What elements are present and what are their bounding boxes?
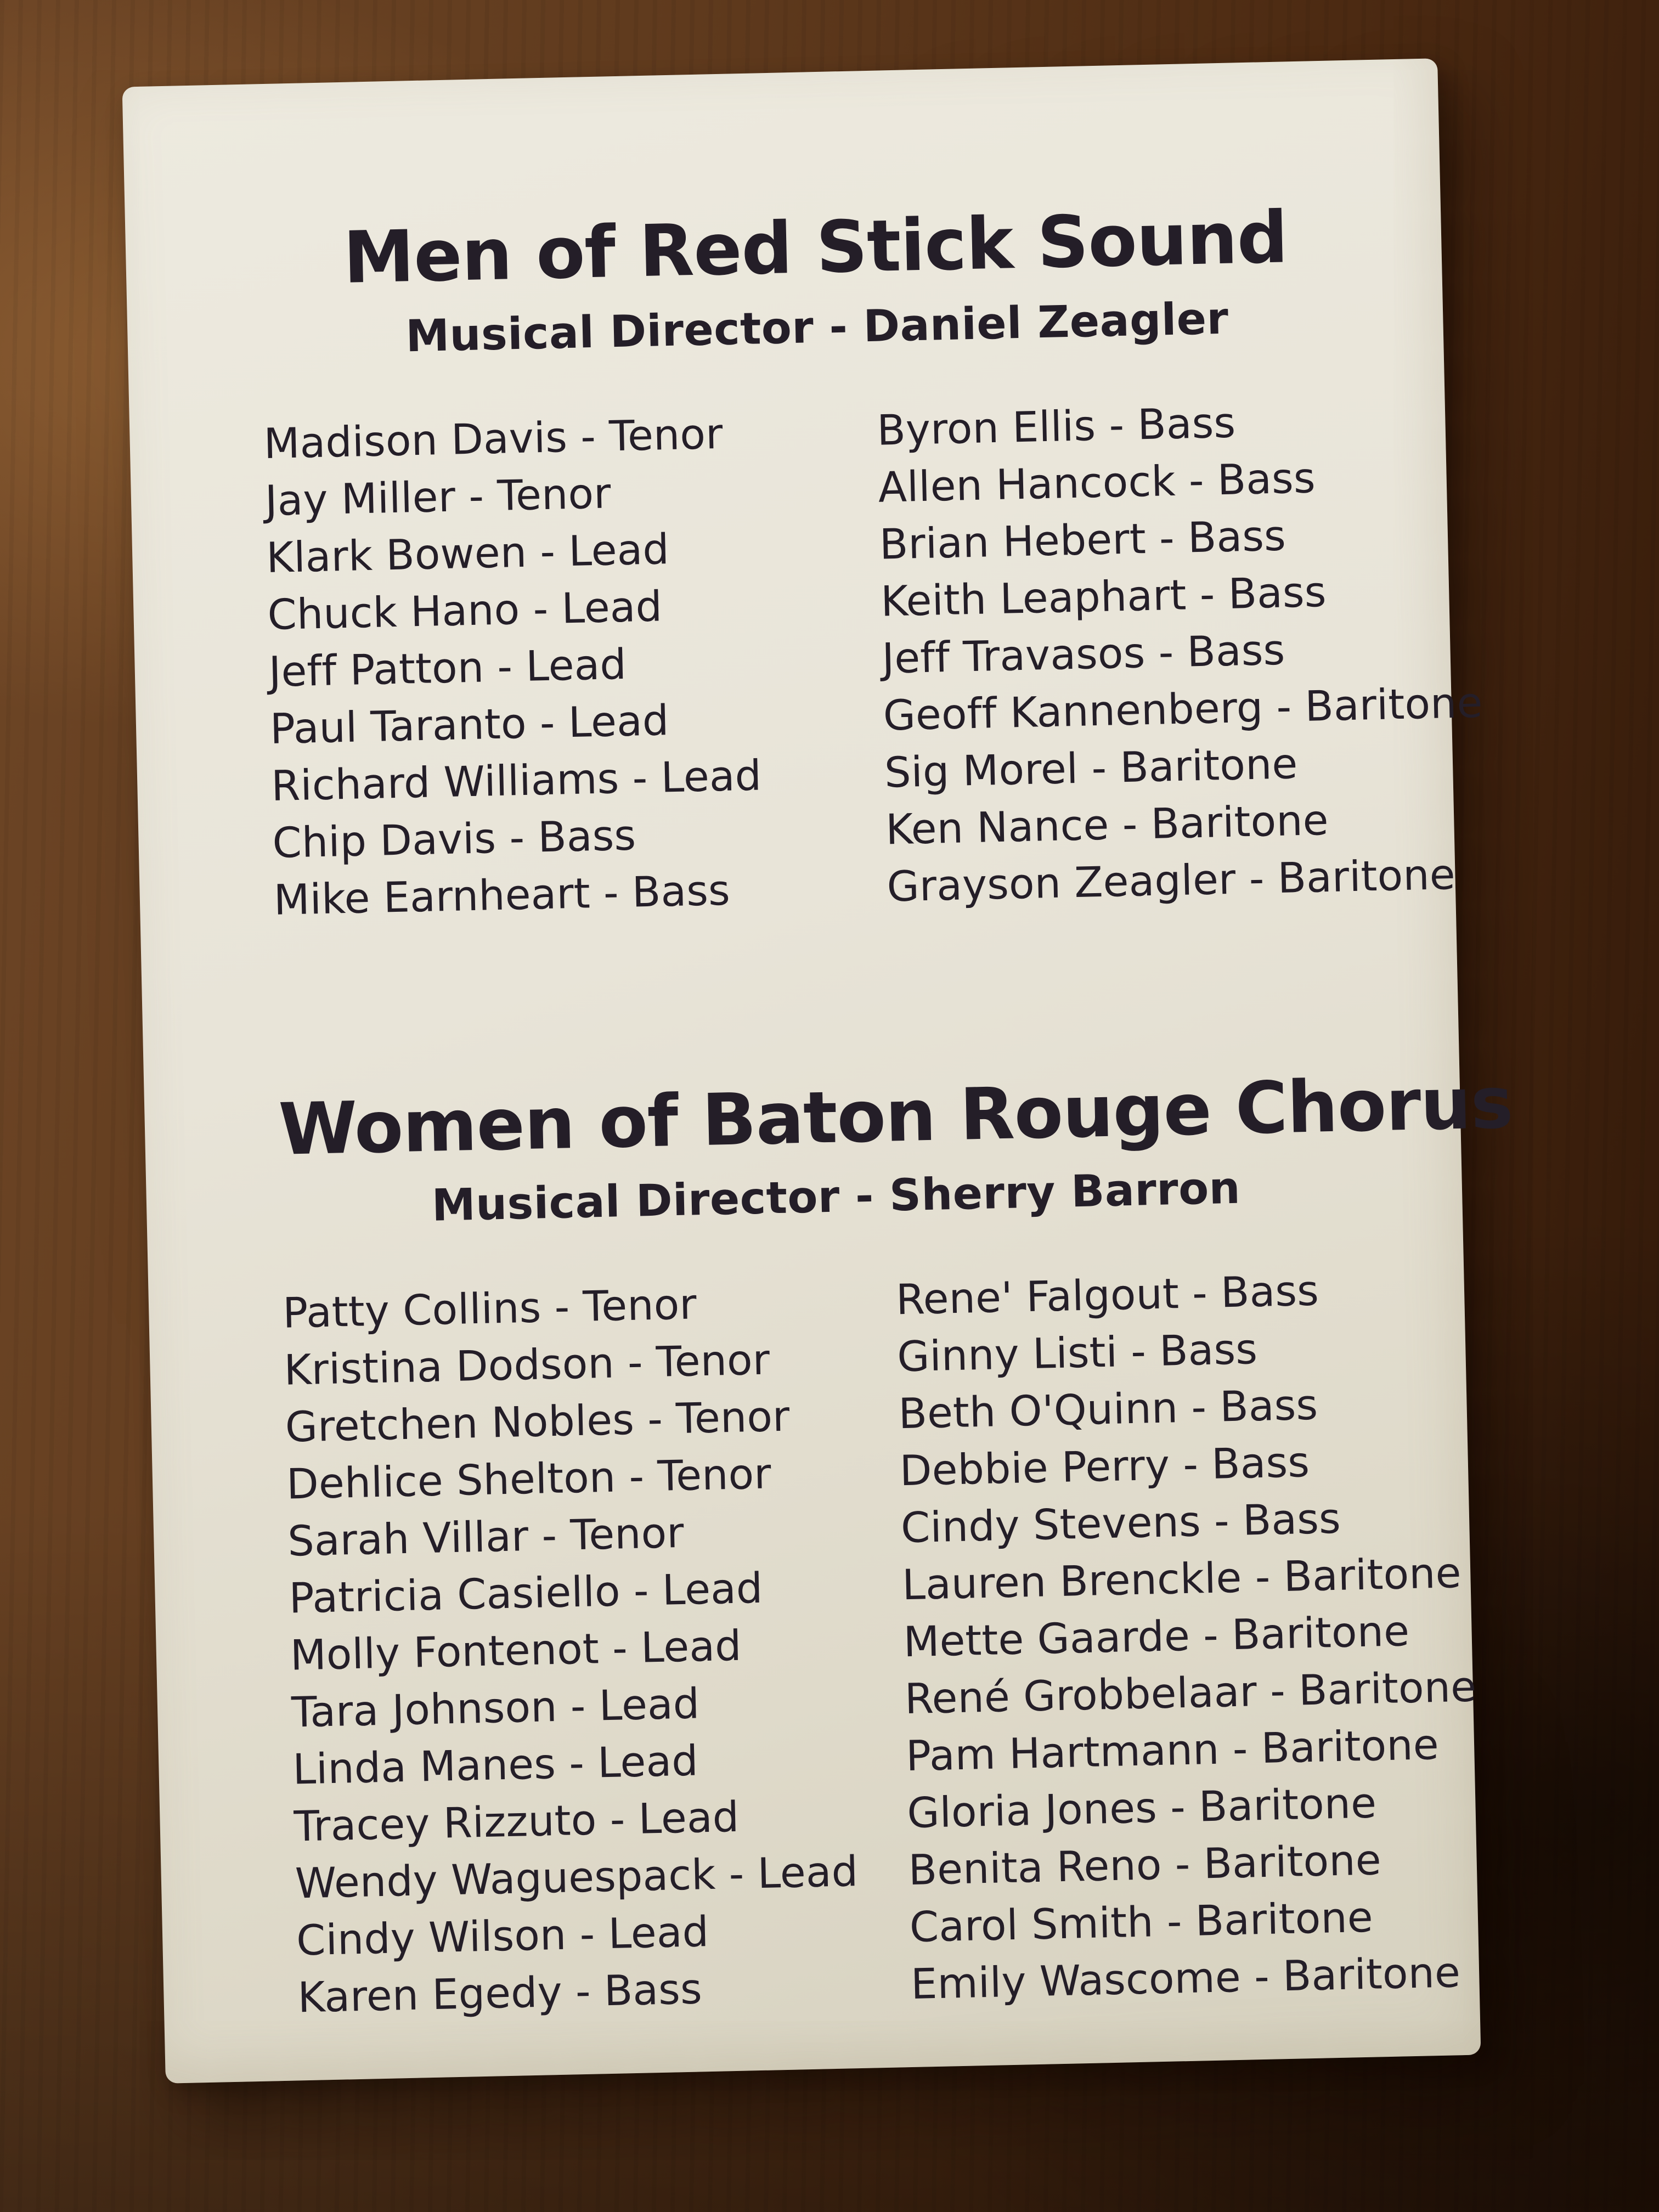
roster-entry: Patty Collins - Tenor bbox=[282, 1279, 697, 1338]
roster-entry: Dehlice Shelton - Tenor bbox=[286, 1449, 772, 1509]
roster-entry: Linda Manes - Lead bbox=[292, 1736, 699, 1794]
roster-entry: Brian Hebert - Bass bbox=[879, 511, 1286, 569]
roster-entry: Madison Davis - Tenor bbox=[263, 409, 724, 468]
paper-content bbox=[122, 58, 1514, 2083]
roster-entry: René Grobbelaar - Baritone bbox=[904, 1662, 1477, 1724]
roster-entry: Benita Reno - Baritone bbox=[907, 1835, 1382, 1895]
roster-entry: Beth O'Quinn - Bass bbox=[898, 1380, 1319, 1438]
men-section bbox=[259, 195, 1483, 928]
roster-entry: Carol Smith - Baritone bbox=[909, 1892, 1374, 1952]
roster-entry: Molly Fontenot - Lead bbox=[290, 1621, 742, 1680]
roster-entry: Sig Morel - Baritone bbox=[884, 738, 1299, 797]
men-roster-columns bbox=[263, 391, 1483, 928]
roster-entry: Pam Hartmann - Baritone bbox=[905, 1719, 1440, 1781]
roster-entry: Paul Taranto - Lead bbox=[269, 695, 670, 753]
roster-entry: Ken Nance - Baritone bbox=[885, 795, 1329, 854]
women-section-director: Musical Director - Sherry Barron bbox=[431, 1162, 1242, 1231]
roster-entry: Klark Bowen - Lead bbox=[266, 524, 670, 582]
roster-entry: Gloria Jones - Baritone bbox=[906, 1778, 1377, 1838]
paper-roster-sheet bbox=[122, 58, 1514, 2083]
men-roster-column-left bbox=[263, 402, 888, 928]
roster-entry: Allen Hancock - Bass bbox=[877, 453, 1316, 512]
roster-entry: Rene' Falgout - Bass bbox=[895, 1266, 1319, 1324]
roster-entry: Jeff Travasos - Bass bbox=[881, 625, 1286, 683]
roster-entry: Mike Earnheart - Bass bbox=[273, 865, 731, 924]
roster-entry: Keith Leaphart - Bass bbox=[880, 567, 1327, 626]
women-section-title: Women of Baton Rouge Chorus bbox=[278, 1060, 1514, 1171]
roster-entry: Patricia Casiello - Lead bbox=[288, 1563, 764, 1623]
roster-entry: Sarah Villar - Tenor bbox=[287, 1508, 685, 1566]
men-section-director: Musical Director - Daniel Zeagler bbox=[405, 292, 1229, 362]
roster-entry: Karen Egedy - Bass bbox=[297, 1964, 703, 2022]
men-roster-column-right bbox=[876, 388, 1487, 915]
women-section bbox=[278, 1060, 1514, 2026]
roster-entry: Grayson Zeagler - Baritone bbox=[886, 849, 1456, 911]
men-section-title: Men of Red Stick Sound bbox=[342, 195, 1289, 300]
roster-entry: Kristina Dodson - Tenor bbox=[283, 1335, 771, 1395]
roster-entry: Tara Johnson - Lead bbox=[291, 1679, 701, 1737]
roster-entry: Cindy Wilson - Lead bbox=[296, 1907, 709, 1965]
roster-entry: Gretchen Nobles - Tenor bbox=[284, 1391, 791, 1452]
roster-entry: Wendy Waguespack - Lead bbox=[295, 1847, 859, 1908]
roster-entry: Tracey Rizzuto - Lead bbox=[293, 1792, 740, 1851]
roster-entry: Byron Ellis - Bass bbox=[876, 397, 1237, 455]
roster-entry: Debbie Perry - Bass bbox=[899, 1437, 1310, 1496]
women-roster-column-right bbox=[895, 1259, 1483, 2013]
roster-entry: Lauren Brenckle - Baritone bbox=[901, 1548, 1462, 1610]
roster-entry: Jeff Patton - Lead bbox=[268, 639, 627, 696]
roster-entry: Chip Davis - Bass bbox=[272, 810, 637, 867]
roster-entry: Geoff Kannenberg - Baritone bbox=[882, 678, 1483, 740]
roster-entry: Chuck Hano - Lead bbox=[267, 581, 663, 639]
roster-entry: Ginny Listi - Bass bbox=[896, 1324, 1258, 1381]
women-roster-column-left bbox=[282, 1271, 911, 2026]
roster-entry: Jay Miller - Tenor bbox=[264, 468, 612, 525]
women-roster-columns bbox=[282, 1261, 1477, 2027]
roster-entry: Cindy Stevens - Bass bbox=[900, 1493, 1341, 1553]
roster-entry: Mette Gaarde - Baritone bbox=[902, 1606, 1410, 1667]
roster-entry: Richard Williams - Lead bbox=[270, 750, 763, 810]
roster-entry: Emily Wascome - Baritone bbox=[910, 1948, 1461, 2009]
